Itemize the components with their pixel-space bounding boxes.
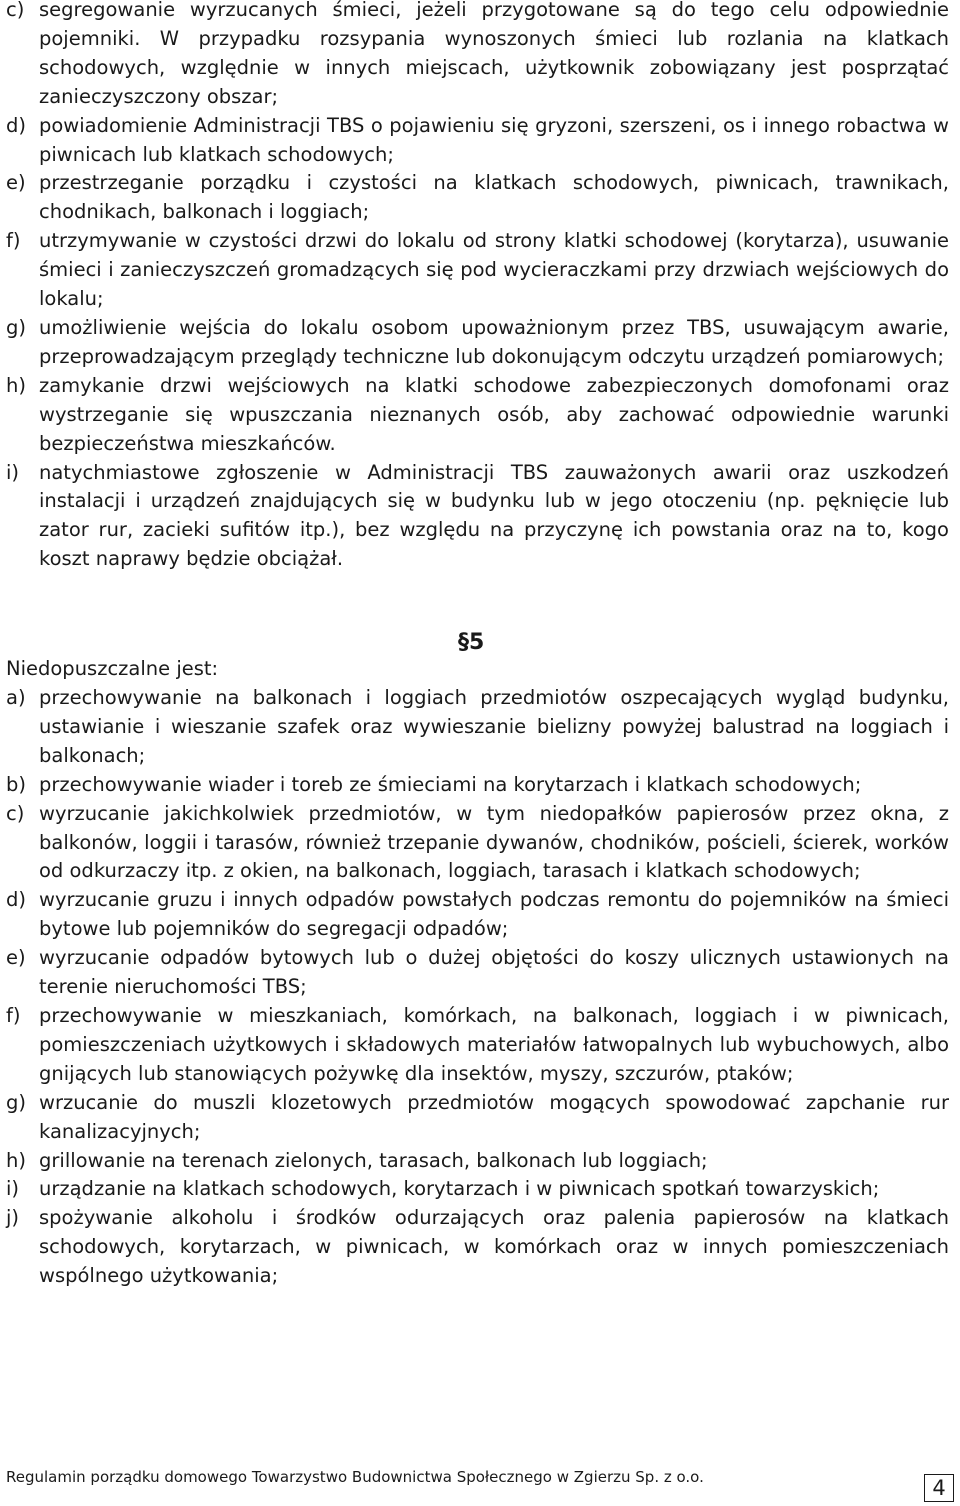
- list-item: [6, 771, 949, 800]
- list-item-text: grillowanie na terenach zielonych, tarasach, balkonach lub loggiach;: [39, 1148, 708, 1172]
- list-item-text: przechowywanie w mieszkaniach, komórkach, na balkonach, loggiach i w piwnicach, pomieszczeniach użytkowych i składowych materiałów łatwopalnych lub wybuchowych, albo gnijących lub stanowiących pożywkę dla insektów, myszy, szczurów, ptaków;: [39, 1003, 949, 1085]
- list-marker: g): [6, 315, 26, 339]
- list-marker: d): [6, 888, 26, 912]
- list-item-text: segregowanie wyrzucanych śmieci, jeżeli przygotowane są do tego celu odpowiednie pojemniki. W przypadku rozsypania wynoszonych śmieci lub rozlania na klatkach schodowych, względnie w innych miejscach, użytkownik zobowiązany jest posprzątać zanieczyszczony obszar;: [39, 0, 949, 108]
- list-marker: g): [6, 1090, 26, 1114]
- list-item-text: umożliwienie wejścia do lokalu osobom upoważnionym przez TBS, usuwającym awarie, przeprowadzającym przeglądy techniczne lub dokonującym odczytu urządzeń pomiarowych;: [39, 315, 949, 368]
- list-item: [6, 112, 949, 170]
- list-item-text: urządzanie na klatkach schodowych, korytarzach i w piwnicach spotkań towarzyskich;: [39, 1177, 880, 1201]
- list-marker: c): [6, 0, 25, 21]
- list-marker: f): [6, 1003, 21, 1027]
- list-item: [6, 1002, 949, 1089]
- section-5-intro: Niedopuszczalne jest:: [6, 657, 219, 680]
- list-marker: e): [6, 171, 26, 195]
- list-marker: e): [6, 946, 26, 970]
- list-item-text: wyrzucanie jakichkolwiek przedmiotów, w tym niedopałków papierosów przez okna, z balkonów, loggii i tarasów, również trzepanie dywanów, chodników, pościeli, ścierek, worków od odkurzaczy itp. z okien, na balkonach, loggiach, tarasach i klatkach schodowych;: [39, 801, 949, 883]
- list-marker: i): [6, 460, 20, 484]
- list-item-text: przestrzeganie porządku i czystości na klatkach schodowych, piwnicach, trawnikach, chodnikach, balkonach i loggiach;: [39, 171, 949, 224]
- list-item-text: natychmiastowe zgłoszenie w Administracji TBS zauważonych awarii oraz uszkodzeń instalacji i urządzeń znajdujących się w budynku lub w jego otoczeniu (np. pęknięcie lub zator rur, zacieki sufitów itp.), bez względu na przyczynę ich powstania oraz na to, kogo koszt naprawy będzie obciążał.: [39, 460, 949, 571]
- list-marker: b): [6, 772, 26, 796]
- list-item: [6, 372, 949, 459]
- list-item-text: wyrzucanie gruzu i innych odpadów powstałych podczas remontu do pojemników na śmieci bytowe lub pojemników do segregacji odpadów;: [39, 888, 949, 941]
- footer-text: Regulamin porządku domowego Towarzystwo Budownictwa Społecznego w Zgierzu Sp. z o.o.: [6, 1468, 704, 1486]
- list-item-text: spożywanie alkoholu i środków odurzających oraz palenia papierosów na klatkach schodowych, korytarzach, w piwnicach, w komórkach oraz w innych pomieszczeniach wspólnego użytkowania;: [39, 1206, 949, 1288]
- list-marker: f): [6, 229, 21, 253]
- list-item: [6, 1089, 949, 1147]
- list-item-text: powiadomienie Administracji TBS o pojawieniu się gryzoni, szerszeni, os i innego robactwa w piwnicach lub klatkach schodowych;: [39, 113, 949, 166]
- list-item-text: przechowywanie wiader i toreb ze śmieciami na korytarzach i klatkach schodowych;: [39, 772, 862, 796]
- list-marker: c): [6, 801, 25, 825]
- section-4-list: [6, 0, 949, 574]
- list-marker: d): [6, 113, 26, 137]
- list-marker: i): [6, 1177, 20, 1201]
- list-item: [6, 1147, 949, 1176]
- list-marker: h): [6, 1148, 26, 1172]
- list-item: [6, 886, 949, 944]
- list-item-text: zamykanie drzwi wejściowych na klatki schodowe zabezpieczonych domofonami oraz wystrzeganie się wpuszczania nieznanych osób, aby zachować odpowiednie warunki bezpieczeństwa mieszkańców.: [39, 373, 949, 455]
- list-item: [6, 684, 949, 771]
- list-item: [6, 459, 949, 575]
- section-5-heading: §5: [458, 630, 485, 655]
- list-item: [6, 1204, 949, 1291]
- list-item-text: utrzymywanie w czystości drzwi do lokalu od strony klatki schodowej (korytarza), usuwanie śmieci i zanieczyszczeń gromadzących się pod wycieraczkami przy drzwiach wejściowych do lokalu;: [39, 229, 949, 311]
- list-item: [6, 800, 949, 887]
- list-item: [6, 944, 949, 1002]
- list-item: [6, 227, 949, 314]
- list-item: [6, 0, 949, 112]
- list-marker: h): [6, 373, 26, 397]
- list-item: [6, 314, 949, 372]
- list-item-text: przechowywanie na balkonach i loggiach przedmiotów oszpecających wygląd budynku, ustawianie i wieszanie szafek oraz wywieszanie bielizny powyżej balustrad na loggiach i balkonach;: [39, 686, 949, 767]
- list-marker: j): [6, 1206, 20, 1230]
- list-item-text: wrzucanie do muszli klozetowych przedmiotów mogących spowodować zapchanie rur kanalizacyjnych;: [39, 1090, 949, 1143]
- section-5-list: [6, 684, 949, 1291]
- list-item: [6, 169, 949, 227]
- list-marker: a): [6, 686, 26, 709]
- page-number: 4: [924, 1474, 954, 1502]
- list-item-text: wyrzucanie odpadów bytowych lub o dużej objętości do koszy ulicznych ustawionych na terenie nieruchomości TBS;: [39, 946, 949, 999]
- list-item: [6, 1175, 949, 1204]
